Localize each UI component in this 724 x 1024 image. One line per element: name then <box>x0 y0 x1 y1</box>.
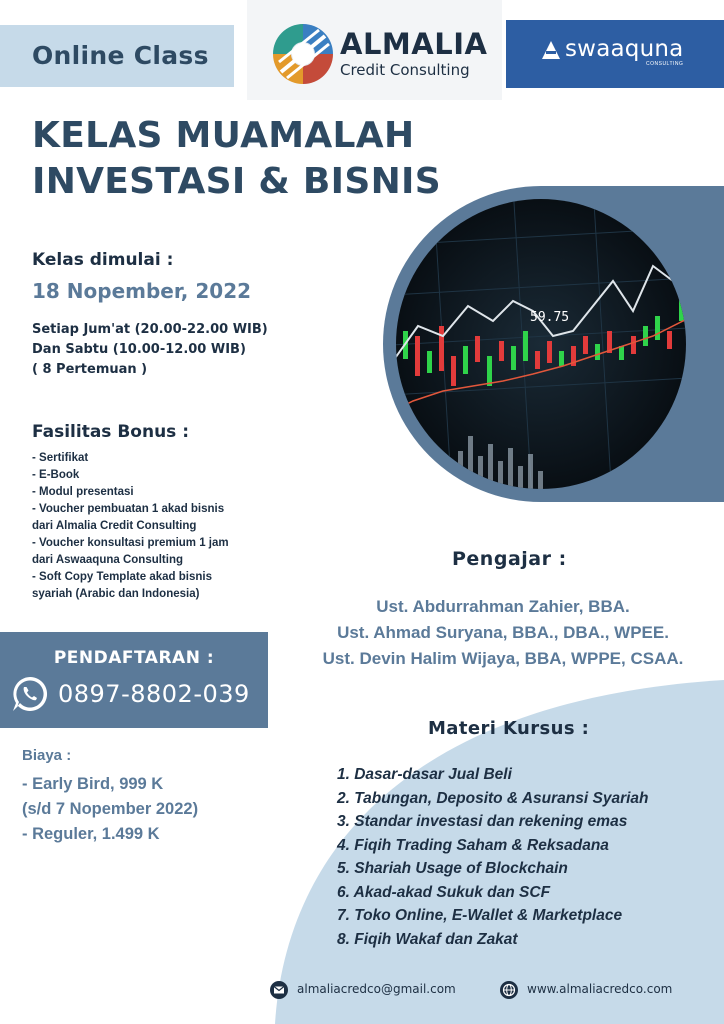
bonus-item: - Voucher konsultasi premium 1 jam <box>32 537 229 549</box>
bonus-item: - Voucher pembuatan 1 akad bisnis <box>32 503 225 515</box>
globe-icon <box>500 981 518 999</box>
bonus-item: dari Aswaaquna Consulting <box>32 554 184 566</box>
bonus-item: - Modul presentasi <box>32 486 134 498</box>
course-material-item: 2. Tabungan, Deposito & Asuransi Syariah <box>337 789 649 807</box>
bonus-list <box>32 450 262 603</box>
course-material-item: 3. Standar investasi dan rekening emas <box>337 813 628 830</box>
schedule-line-1: Setiap Jum'at (20.00-22.00 WIB) <box>32 322 268 337</box>
bonus-item: - Soft Copy Template akad bisnis <box>32 571 212 583</box>
course-material-item: 1. Dasar-dasar Jual Beli <box>337 766 512 783</box>
swaaquna-brand-subtitle: CONSULTING <box>646 61 684 67</box>
schedule-line-2: Dan Sabtu (10.00-12.00 WIB) <box>32 342 246 357</box>
page-title-line-1: KELAS MUAMALAH <box>32 115 415 156</box>
almalia-brand-subtitle: Credit Consulting <box>340 61 470 79</box>
course-material-item: 6. Akad-akad Sukuk dan SCF <box>337 883 551 901</box>
course-material-item: 4. Fiqih Trading Saham & Reksadana <box>337 836 609 854</box>
fee-title: Biaya : <box>22 747 72 764</box>
swaaquna-logo-icon <box>541 40 561 60</box>
course-material-item: 8. Fiqih Wakaf dan Zakat <box>337 930 518 948</box>
bonus-title: Fasilitas Bonus : <box>32 422 190 442</box>
course-material-item: 5. Shariah Usage of Blockchain <box>337 860 568 877</box>
bonus-item: - Sertifikat <box>32 452 89 464</box>
chart-price-readout: 59.75 <box>530 310 570 325</box>
contact-website[interactable]: www.almaliacredco.com <box>527 982 673 996</box>
page-title-line-2: INVESTASI & BISNIS <box>32 161 441 202</box>
stock-chart-image <box>373 186 724 516</box>
bonus-item: dari Almalia Credit Consulting <box>32 520 197 532</box>
start-label: Kelas dimulai : <box>32 250 174 270</box>
whatsapp-icon <box>10 674 50 714</box>
fee-item: (s/d 7 Nopember 2022) <box>22 800 199 818</box>
schedule-details <box>32 320 268 380</box>
fee-item: - Reguler, 1.499 K <box>22 825 160 843</box>
email-icon <box>270 981 288 999</box>
fee-list <box>22 772 198 847</box>
teacher-name: Ust. Abdurrahman Zahier, BBA. <box>376 597 630 616</box>
swaaquna-brand-name: swaaquna <box>565 36 684 62</box>
bonus-item: syariah (Arabic dan Indonesia) <box>32 588 200 600</box>
fee-item: - Early Bird, 999 K <box>22 775 164 793</box>
online-class-label: Online Class <box>0 25 234 87</box>
registration-label: PENDAFTARAN : <box>53 648 215 668</box>
teacher-name: Ust. Devin Halim Wijaya, BBA, WPPE, CSAA. <box>322 649 684 668</box>
contact-email[interactable]: almaliacredco@gmail.com <box>297 982 456 996</box>
schedule-line-3: ( 8 Pertemuan ) <box>32 362 148 377</box>
registration-phone[interactable]: 0897-8802-039 <box>58 680 250 708</box>
teachers-list <box>282 594 724 672</box>
almalia-logo-icon <box>271 22 335 86</box>
almalia-brand-name: ALMALIA <box>340 27 488 61</box>
bonus-item: - E-Book <box>32 469 80 481</box>
teachers-title: Pengajar : <box>452 548 567 570</box>
start-date: 18 Nopember, 2022 <box>32 279 252 303</box>
course-material-item: 7. Toko Online, E-Wallet & Marketplace <box>337 907 623 924</box>
course-materials-title: Materi Kursus : <box>428 718 590 739</box>
teacher-name: Ust. Ahmad Suryana, BBA., DBA., WPEE. <box>337 623 669 642</box>
course-materials-list <box>337 763 649 951</box>
